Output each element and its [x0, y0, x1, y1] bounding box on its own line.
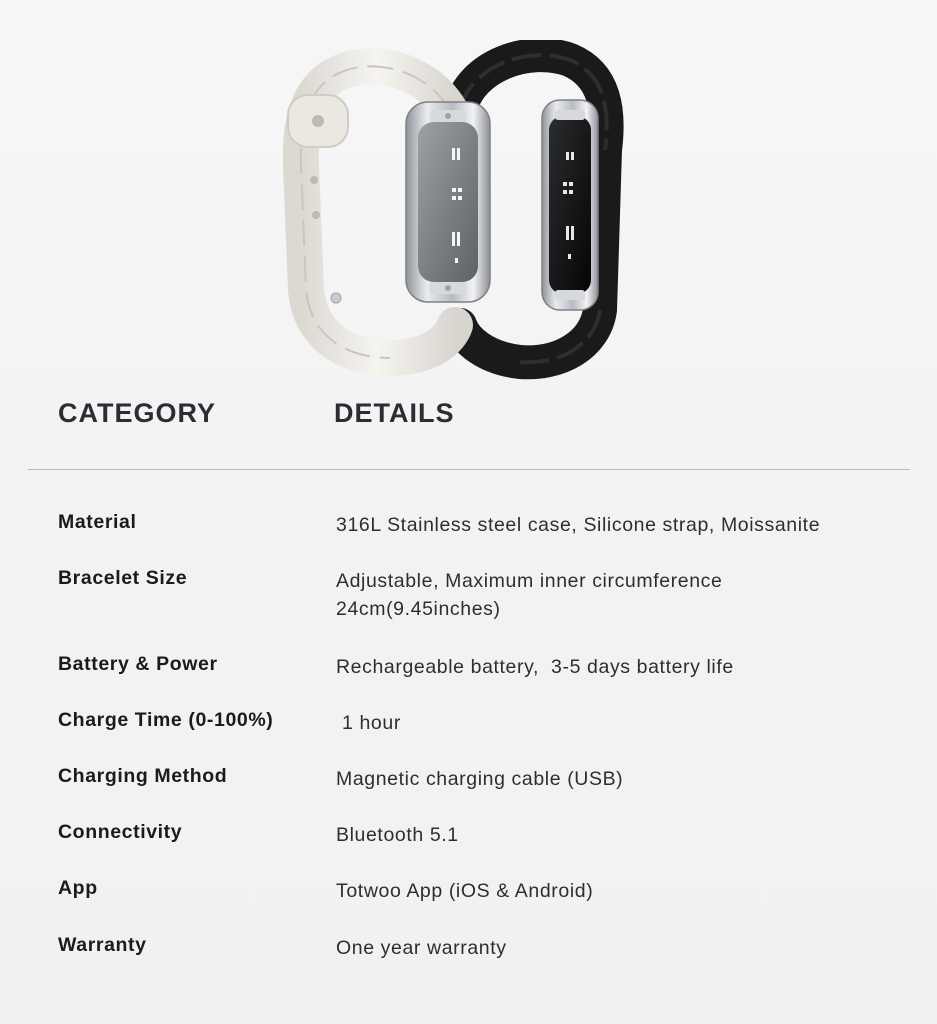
spec-label: Bracelet Size — [58, 567, 188, 589]
spec-table-header — [58, 398, 918, 442]
spec-label: Material — [58, 511, 137, 533]
header-details: DETAILS — [334, 398, 455, 428]
header-divider — [28, 469, 910, 470]
spec-value: 316L Stainless steel case, Silicone strap, Moissanite — [336, 514, 821, 536]
spec-label: Connectivity — [58, 821, 183, 843]
product-image-bracelets — [270, 40, 650, 380]
spec-value: One year warranty — [336, 937, 507, 959]
spec-value: Adjustable, Maximum inner circumference 24cm(9.45inches) — [336, 570, 723, 620]
spec-value: 1 hour — [336, 712, 401, 734]
spec-value: Bluetooth 5.1 — [336, 824, 459, 846]
spec-label: App — [58, 877, 98, 899]
spec-label: Charging Method — [58, 765, 228, 787]
header-category: CATEGORY — [58, 398, 217, 428]
spec-value: Magnetic charging cable (USB) — [336, 768, 624, 790]
white-bracelet — [288, 66, 490, 358]
spec-label: Warranty — [58, 934, 147, 956]
spec-value: Rechargeable battery, 3-5 days battery life — [336, 656, 734, 678]
spec-label: Battery & Power — [58, 653, 218, 675]
spec-value: Totwoo App (iOS & Android) — [336, 880, 594, 902]
spec-label: Charge Time (0-100%) — [58, 709, 274, 731]
